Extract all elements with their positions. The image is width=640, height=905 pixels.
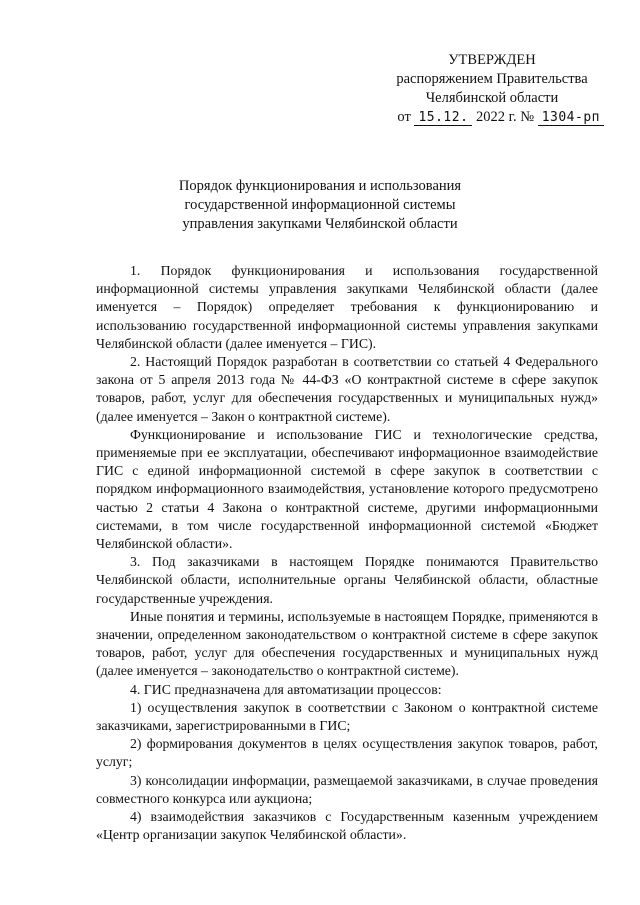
approval-heading: УТВЕРЖДЕН: [448, 52, 536, 68]
document-title: [150, 177, 490, 234]
body-paragraph: 3. Под заказчиками в настоящем Порядке понимаются Правительство Челябинской области, исполнительные органы Челябинской области, областные государственные учреждения.: [96, 554, 598, 606]
approval-order: распоряжением Правительства: [396, 71, 588, 87]
handwritten-number: 1304-рп: [538, 110, 604, 126]
body-paragraph: 2. Настоящий Порядок разработан в соответствии со статьей 4 Федерального закона от 5 апреля 2013 года № 44-ФЗ «О контрактной системе в сфере закупок товаров, работ, услуг для обеспечения государственных и муниципальных нужд» (далее именуется – Закон о контрактной системе).: [96, 354, 598, 424]
title-line: государственной информационной системы: [184, 197, 456, 213]
body-paragraph: 1. Порядок функционирования и использования государственной информационной системы управления закупками Челябинской области (далее именуется – Порядок) определяет требования к функционированию и использованию государственной информационной системы управления закупками Челябинской области (далее именуется – ГИС).: [96, 263, 598, 351]
date-year: 2022 г. №: [476, 109, 535, 125]
body-paragraph: 1) осуществления закупок в соответствии с Законом о контрактной системе заказчиками, зарегистрированными в ГИС;: [96, 699, 598, 734]
body-paragraph: 4) взаимодействия заказчиков с Государственным казенным учреждением «Центр организации закупок Челябинской области».: [96, 809, 598, 843]
date-prefix: от: [397, 109, 411, 125]
body-paragraph: 2) формирования документов в целях осуществления закупок товаров, работ, услуг;: [96, 736, 598, 770]
body-paragraph: 4. ГИС предназначена для автоматизации процессов:: [130, 681, 442, 697]
title-line: управления закупками Челябинской области: [182, 216, 458, 232]
approval-region: Челябинской области: [425, 90, 559, 106]
body-paragraph: Функционирование и использование ГИС и технологические средства, применяемые при ее эксплуатации, обеспечивают информационное взаимодействие ГИС с единой информационной системой в сфере закупок в соответствии с порядком информационного взаимодействия, установление которого предусмотрено частью 2 статьи 4 Закона о контрактной системе, другими информационными системами, в том числе государственной информационной системой «Бюджет Челябинской области».: [96, 426, 598, 552]
body-paragraph: 3) консолидации информации, размещаемой заказчиками, в случае проведения совместного конкурса или аукциона;: [96, 772, 598, 806]
approval-block: [380, 51, 604, 127]
handwritten-date: 15.12.: [414, 110, 472, 126]
title-line: Порядок функционирования и использования: [178, 178, 462, 194]
body-paragraph: Иные понятия и термины, используемые в настоящем Порядке, применяются в значении, определенном законодательством о контрактной системе в сфере закупок товаров, работ, услуг для обеспечения государственных и муниципальных нужд (далее именуется – законодательство о контрактной системе).: [96, 608, 598, 679]
approval-date-line: [380, 108, 604, 127]
document-body: [96, 262, 598, 845]
